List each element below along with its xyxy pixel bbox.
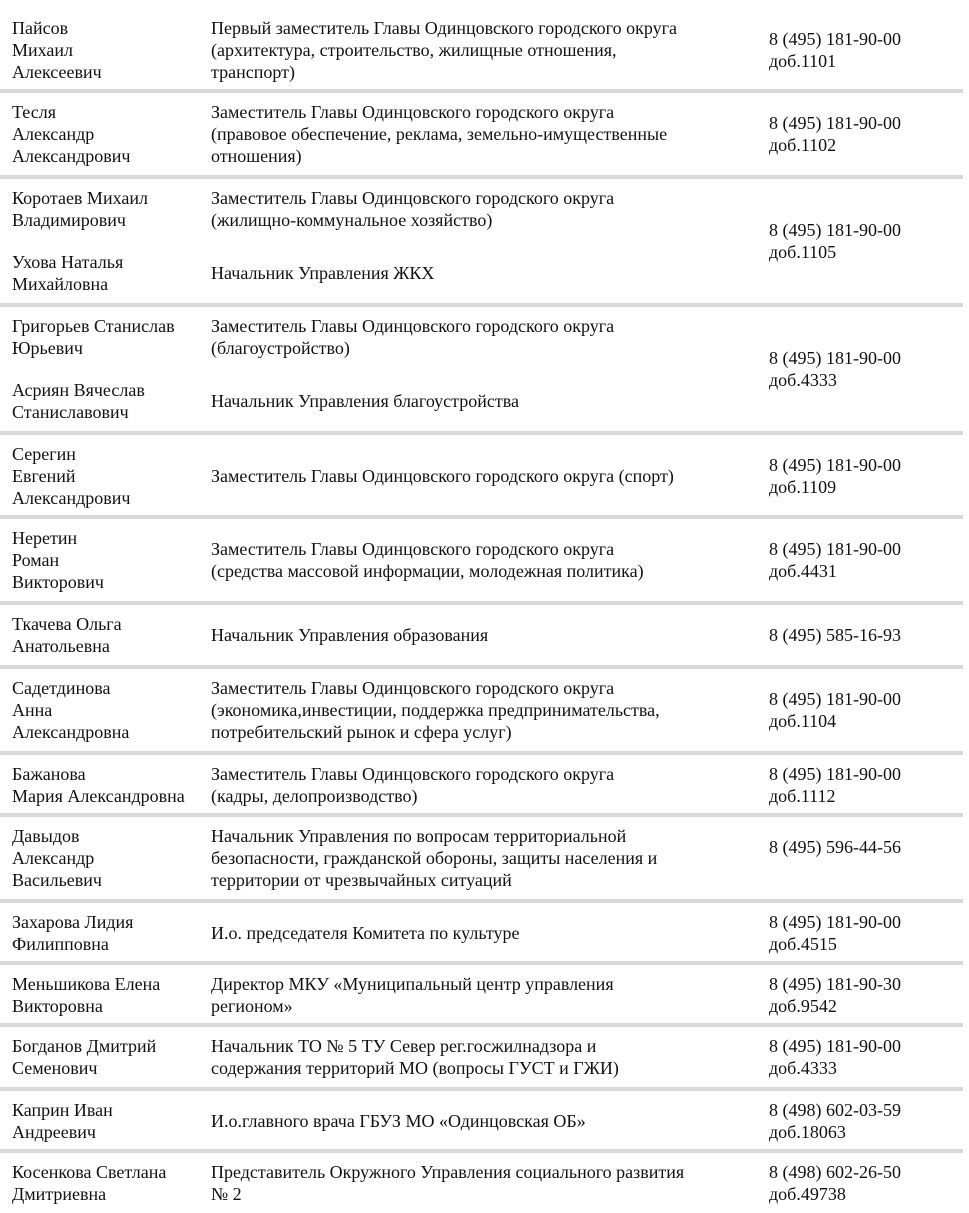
person-name [0,1035,211,1079]
table-row [0,965,963,1027]
text-line: Викторовна [12,996,103,1016]
text-line: доб.4333 [769,370,837,390]
person-name [0,379,211,423]
text-line: доб.1101 [769,51,837,71]
text-line: Заместитель Главы Одинцовского городского округа [211,678,615,698]
phone-number [757,538,963,582]
phone-number [757,763,963,807]
text-line: (экономика,инвестиции, поддержка предпринимательства, [211,700,660,720]
phone-number [757,1035,963,1079]
text-line: 8 (495) 181-90-30 [769,974,901,994]
text-line: Тесля [12,102,56,122]
phone-number [757,28,963,72]
text-line: 8 (495) 596-44-56 [769,837,901,857]
text-line: Мария Александровна [12,786,185,806]
table-row [0,1091,963,1153]
text-line: (кадры, делопроизводство) [211,786,418,806]
phone-number [757,454,963,498]
position-title [211,825,757,891]
text-line: транспорт) [211,62,295,82]
phone-number [757,973,963,1017]
text-line: Заместитель Главы Одинцовского городского округа [211,316,615,336]
person-name [0,315,211,359]
sub-entry [0,379,757,423]
text-line: Серегин [12,444,76,464]
text-line: территории от чрезвычайных ситуаций [211,870,512,890]
text-line: 8 (495) 181-90-00 [769,348,901,368]
text-line: Меньшикова Елена [12,974,161,994]
sub-entry [0,315,757,359]
grouped-entries [0,315,757,423]
text-line: Семенович [12,1058,98,1078]
text-line: Станиславович [12,402,129,422]
person-name [0,251,211,295]
text-line: доб.1102 [769,135,837,155]
text-line: 8 (495) 181-90-00 [769,912,901,932]
person-name [0,1161,211,1205]
text-line: Заместитель Главы Одинцовского городского округа [211,188,615,208]
text-line: доб.1104 [769,711,837,731]
phone-number [757,825,963,858]
text-line: 8 (495) 181-90-00 [769,113,901,133]
text-line: доб.49738 [769,1184,846,1204]
phone-number [757,688,963,732]
text-line: Заместитель Главы Одинцовского городского округа [211,102,615,122]
table-row [0,519,963,605]
text-line: Первый заместитель Главы Одинцовского городского округа [211,18,677,38]
position-title [211,187,757,231]
phone-number [757,112,963,156]
text-line: 8 (495) 181-90-00 [769,220,901,240]
text-line: Начальник ТО № 5 ТУ Север рег.госжилнадзора и [211,1036,597,1056]
position-title [211,973,757,1017]
grouped-entries [0,187,757,295]
text-line: содержания территорий МО (вопросы ГУСТ и ГЖИ) [211,1058,619,1078]
text-line: Начальник Управления образования [211,625,489,645]
text-line: Начальник Управления ЖКХ [211,263,435,283]
text-line: Васильевич [12,870,102,890]
text-line: Андреевич [12,1122,96,1142]
text-line: отношения) [211,146,302,166]
text-line: доб.9542 [769,996,837,1016]
text-line: Роман [12,550,60,570]
text-line: Александрович [12,146,131,166]
text-line: Михаил [12,40,74,60]
text-line: Захарова Лидия [12,912,134,932]
text-line: Пайсов [12,18,69,38]
position-title [211,17,757,83]
text-line: Алексеевич [12,62,102,82]
phone-number [757,347,963,391]
text-line: 8 (495) 585-16-93 [769,625,901,645]
person-name [0,1099,211,1143]
text-line: Дмитриевна [12,1184,107,1204]
text-line: № 2 [211,1184,242,1204]
person-name [0,677,211,743]
person-name [0,911,211,955]
phone-number [757,219,963,263]
text-line: Заместитель Главы Одинцовского городского округа (спорт) [211,466,674,486]
text-line: Косенкова Светлана [12,1162,167,1182]
text-line: И.о. председателя Комитета по культуре [211,923,520,943]
position-title [211,262,757,284]
text-line: Каприн Иван [12,1100,113,1120]
text-line: 8 (495) 181-90-00 [769,539,901,559]
text-line: доб.4431 [769,561,837,581]
position-title [211,624,757,646]
text-line: И.о.главного врача ГБУЗ МО «Одинцовская ОБ» [211,1111,586,1131]
table-row [0,179,963,307]
text-line: 8 (498) 602-03-59 [769,1100,901,1120]
person-name [0,613,211,657]
position-title [211,677,757,743]
text-line: Директор МКУ «Муниципальный центр управления [211,974,614,994]
text-line: Представитель Окружного Управления социального развития [211,1162,685,1182]
table-row [0,1027,963,1091]
position-title [211,1110,757,1132]
person-name [0,825,211,891]
text-line: Александр [12,848,95,868]
text-line: Ткачева Ольга [12,614,122,634]
position-title [211,922,757,944]
sub-entry [0,187,757,231]
position-title [211,465,757,487]
person-name [0,17,211,83]
phone-number [757,1099,963,1143]
text-line: регионом» [211,996,293,1016]
text-line: Евгений [12,466,76,486]
text-line: 8 (495) 181-90-00 [769,455,901,475]
position-title [211,101,757,167]
person-name [0,187,211,231]
text-line: Анна [12,700,53,720]
text-line: (благоустройство) [211,338,350,358]
text-line: (архитектура, строительство, жилищные отношения, [211,40,617,60]
table-row [0,669,963,755]
position-title [211,538,757,582]
text-line: Михайловна [12,274,109,294]
text-line: доб.1105 [769,242,837,262]
text-line: Григорьев Станислав [12,316,175,336]
text-line: 8 (495) 181-90-00 [769,1036,901,1056]
position-title [211,1035,757,1079]
table-row [0,93,963,179]
position-title [211,315,757,359]
text-line: доб.4333 [769,1058,837,1078]
text-line: Юрьевич [12,338,83,358]
table-row [0,605,963,669]
text-line: доб.4515 [769,934,837,954]
text-line: потребительский рынок и сфера услуг) [211,722,512,742]
person-name [0,973,211,1017]
text-line: Владимирович [12,210,126,230]
text-line: Бажанова [12,764,86,784]
person-name [0,101,211,167]
text-line: (жилищно-коммунальное хозяйство) [211,210,493,230]
text-line: Александр [12,124,95,144]
text-line: Садетдинова [12,678,111,698]
position-title [211,763,757,807]
text-line: безопасности, гражданской обороны, защиты населения и [211,848,658,868]
text-line: Александрович [12,488,131,508]
text-line: 8 (498) 602-26-50 [769,1162,901,1182]
table-row [0,817,963,903]
table-row [0,755,963,817]
person-name [0,443,211,509]
text-line: Филипповна [12,934,109,954]
text-line: доб.18063 [769,1122,846,1142]
text-line: Викторович [12,572,104,592]
text-line: Александровна [12,722,130,742]
text-line: Заместитель Главы Одинцовского городского округа [211,764,615,784]
person-name [0,763,211,807]
text-line: 8 (495) 181-90-00 [769,764,901,784]
person-name [0,527,211,593]
text-line: Давыдов [12,826,80,846]
text-line: Начальник Управления благоустройства [211,391,519,411]
text-line: 8 (495) 181-90-00 [769,689,901,709]
text-line: Богданов Дмитрий [12,1036,157,1056]
sub-entry [0,251,757,295]
text-line: Асриян Вячеслав [12,380,145,400]
table-row [0,903,963,965]
position-title [211,390,757,412]
text-line: (средства массовой информации, молодежная политика) [211,561,644,581]
text-line: Заместитель Главы Одинцовского городского округа [211,539,615,559]
table-row [0,435,963,519]
text-line: Неретин [12,528,78,548]
table-row [0,1153,963,1213]
phone-number [757,911,963,955]
text-line: доб.1112 [769,786,836,806]
text-line: доб.1109 [769,477,837,497]
text-line: (правовое обеспечение, реклама, земельно-имущественные [211,124,668,144]
text-line: 8 (495) 181-90-00 [769,29,901,49]
table-row [0,307,963,435]
phone-number [757,624,963,646]
text-line: Ухова Наталья [12,252,124,272]
text-line: Анатольевна [12,636,110,656]
position-title [211,1161,757,1205]
table-row [0,17,963,93]
text-line: Коротаев Михаил [12,188,148,208]
phone-number [757,1161,963,1205]
text-line: Начальник Управления по вопросам территориальной [211,826,627,846]
